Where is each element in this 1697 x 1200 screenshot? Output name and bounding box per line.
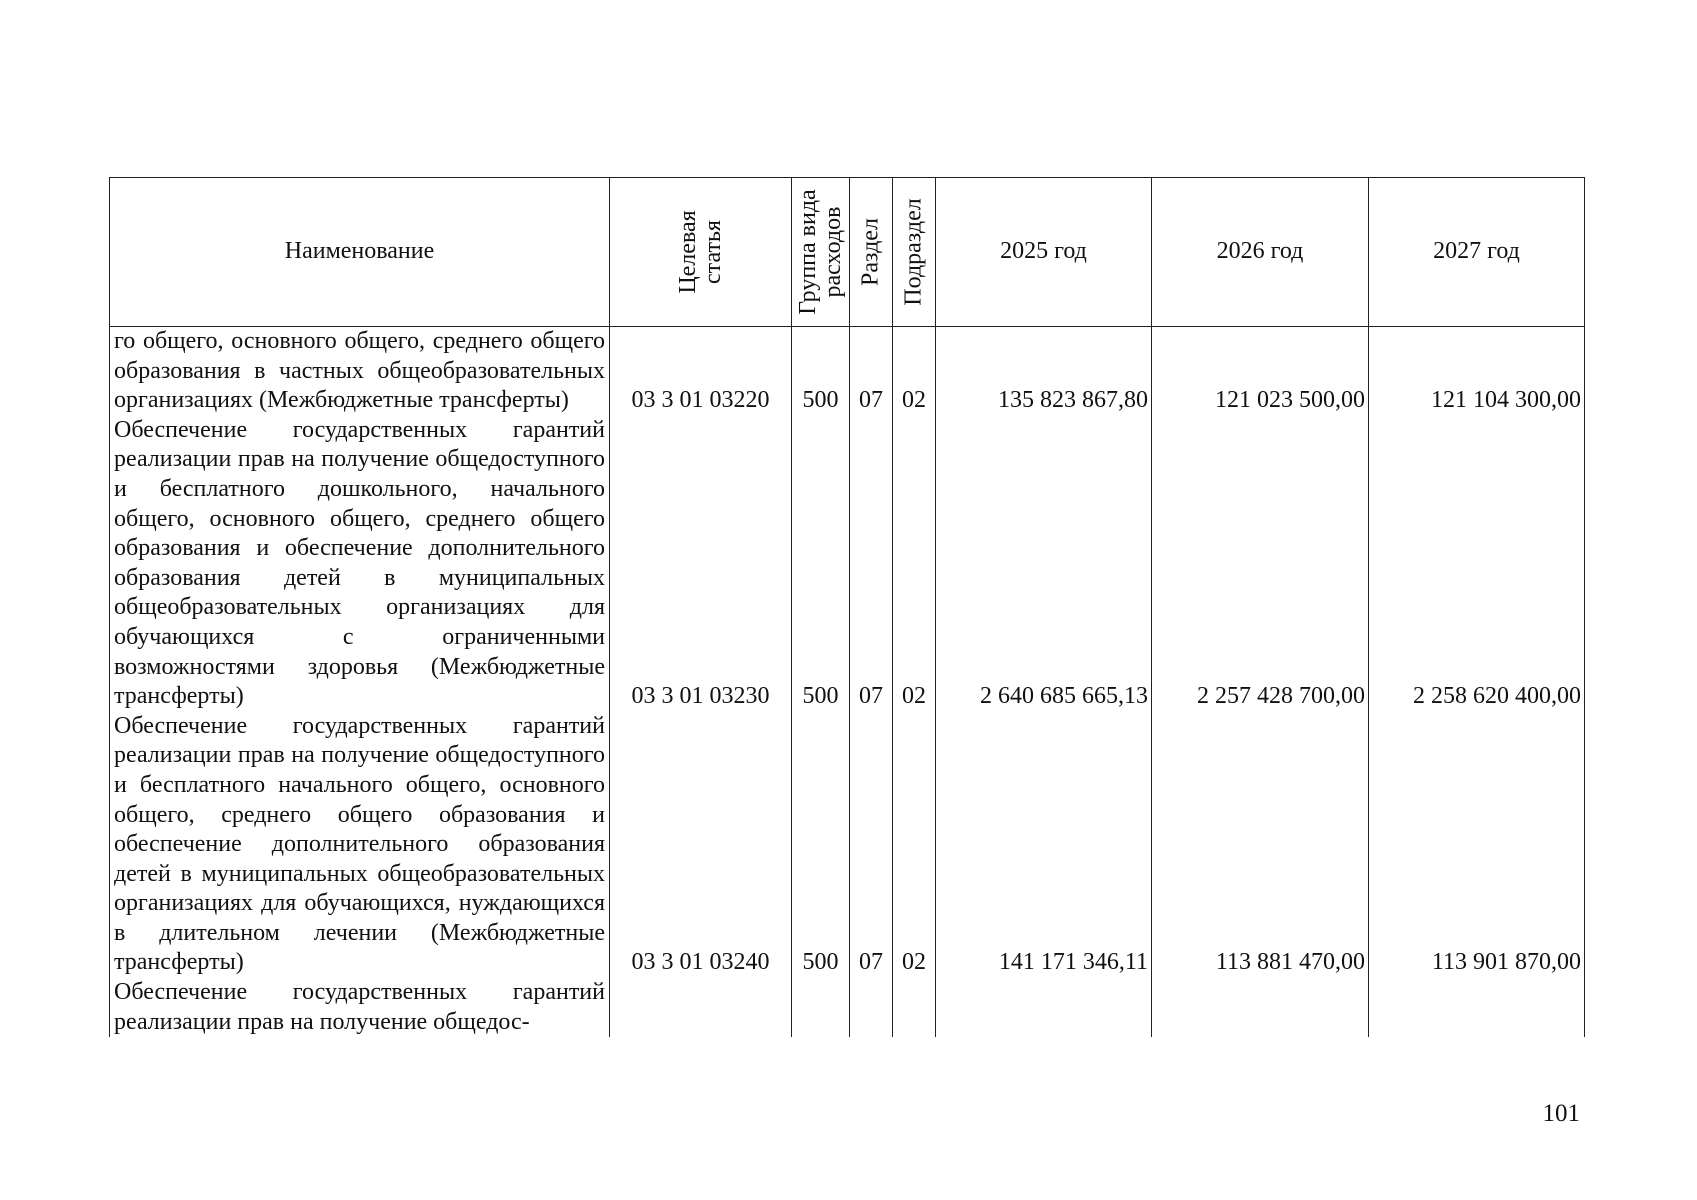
header-2027: 2027 год	[1369, 178, 1585, 327]
row-amount-2025: 2 640 685 665,13	[936, 416, 1152, 712]
row-target-article: 03 3 01 03240	[610, 712, 792, 978]
table-row-continued	[110, 978, 1585, 1037]
row-section: 07	[850, 416, 893, 712]
row-subsection: 02	[893, 712, 936, 978]
row-expense-group: 500	[792, 327, 850, 416]
row-target-article: 03 3 01 03220	[610, 327, 792, 416]
row-amount-2026: 121 023 500,00	[1152, 327, 1369, 416]
row-section: 07	[850, 327, 893, 416]
row-amount-2027: 121 104 300,00	[1369, 327, 1585, 416]
header-subsection-text: Подраздел	[900, 198, 927, 306]
empty-cell	[1369, 978, 1585, 1037]
row-target-article: 03 3 01 03230	[610, 416, 792, 712]
row-name-continued: Обеспечение государственных гарантий реализации прав на получение общедос-	[110, 978, 610, 1037]
header-subsection	[893, 178, 936, 327]
header-target-article-text: Целевая статья	[674, 210, 726, 294]
row-amount-2026: 113 881 470,00	[1152, 712, 1369, 978]
table-header	[110, 178, 1585, 327]
row-expense-group: 500	[792, 416, 850, 712]
header-target-article	[610, 178, 792, 327]
table-row	[110, 712, 1585, 978]
page-number: 101	[1542, 1100, 1580, 1127]
row-name: го общего, основного общего, среднего общего образования в частных общеобразовательных организациях (Межбюджетные трансферты)	[110, 327, 610, 416]
empty-cell	[1152, 978, 1369, 1037]
header-2025: 2025 год	[936, 178, 1152, 327]
header-expense-group-text: Группа вида расходов	[794, 189, 846, 315]
budget-table	[109, 177, 1585, 1037]
row-amount-2027: 2 258 620 400,00	[1369, 416, 1585, 712]
table-row	[110, 416, 1585, 712]
empty-cell	[792, 978, 850, 1037]
row-name: Обеспечение государственных гарантий реализации прав на получение общедоступного и бесплатного начального общего, основного общего, среднего общего образования и обеспечение дополнительного образования детей в муниципальных общеобразовательных организациях для обучающихся, нуждающихся в длительном лечении (Межбюджетные трансферты)	[110, 712, 610, 978]
header-section	[850, 178, 893, 327]
header-2026: 2026 год	[1152, 178, 1369, 327]
header-name: Наименование	[110, 178, 610, 327]
empty-cell	[936, 978, 1152, 1037]
empty-cell	[893, 978, 936, 1037]
row-subsection: 02	[893, 416, 936, 712]
row-amount-2027: 113 901 870,00	[1369, 712, 1585, 978]
table-row	[110, 327, 1585, 416]
row-amount-2026: 2 257 428 700,00	[1152, 416, 1369, 712]
row-expense-group: 500	[792, 712, 850, 978]
row-subsection: 02	[893, 327, 936, 416]
empty-cell	[850, 978, 893, 1037]
header-section-text: Раздел	[857, 218, 884, 286]
row-amount-2025: 135 823 867,80	[936, 327, 1152, 416]
row-section: 07	[850, 712, 893, 978]
row-amount-2025: 141 171 346,11	[936, 712, 1152, 978]
header-expense-group	[792, 178, 850, 327]
row-name: Обеспечение государственных гарантий реализации прав на получение общедоступного и бесплатного дошкольного, начального общего, основного общего, среднего общего образования и обеспечение дополнительного образования детей в муниципальных общеобразовательных организациях для обучающихся с ограниченными возможностями здоровья (Межбюджетные трансферты)	[110, 416, 610, 712]
table-body	[110, 327, 1585, 1038]
empty-cell	[610, 978, 792, 1037]
